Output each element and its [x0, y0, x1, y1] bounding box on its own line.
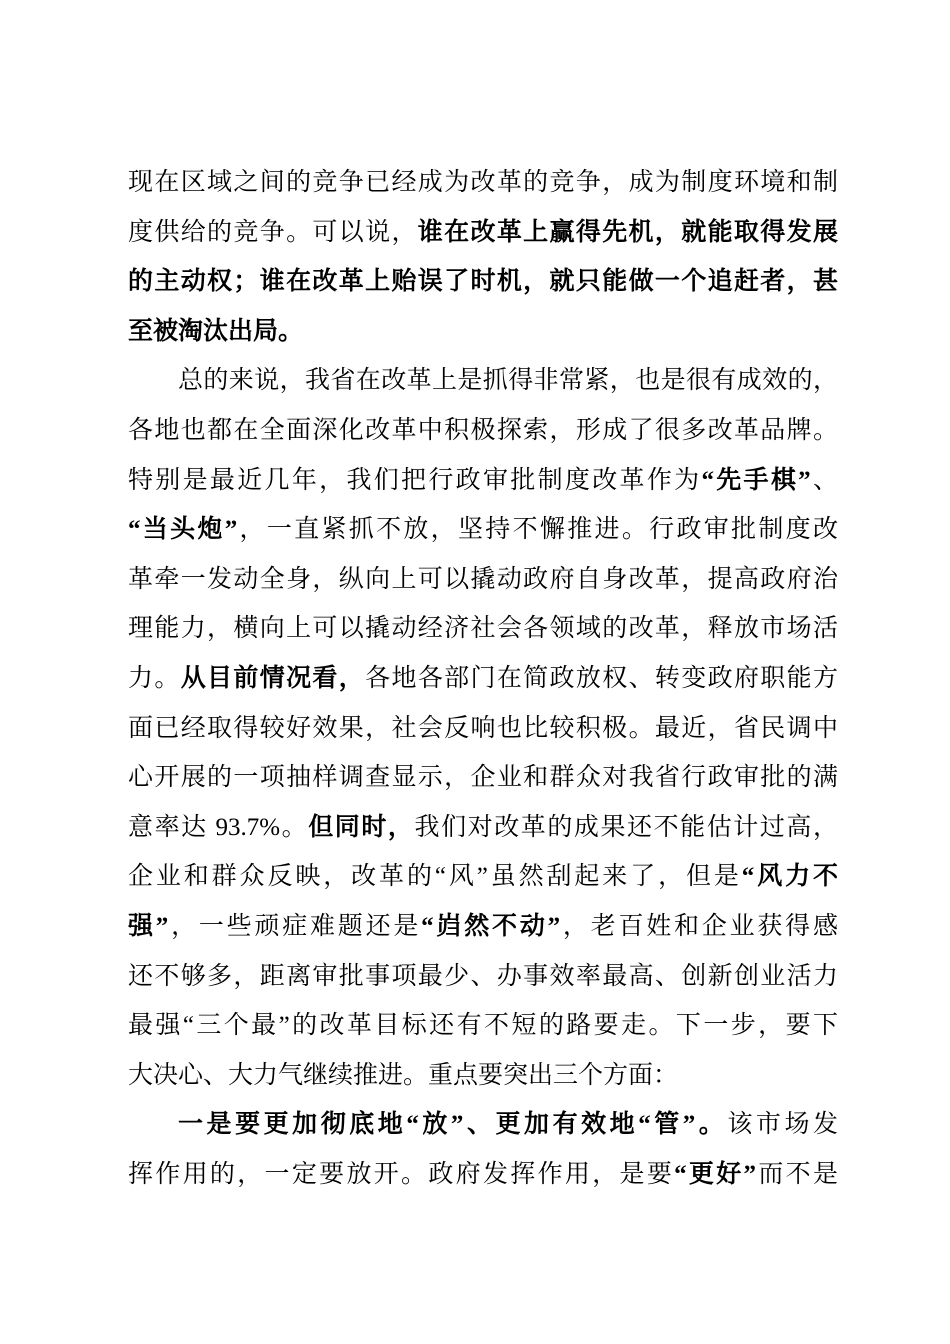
- text-segment: 各地各部门在简政放权、转变政府职能方: [365, 664, 838, 692]
- text-line: [128, 1001, 838, 1051]
- text-line: [128, 852, 838, 902]
- text-line: [128, 753, 838, 803]
- text-segment: 该市场发: [727, 1111, 838, 1139]
- text-line: [128, 208, 838, 258]
- text-segment: 度供给的竞争。可以说，: [128, 218, 418, 246]
- text-segment-bold: “当头炮”: [128, 516, 238, 544]
- text-segment: 革牵一发动全身，纵向上可以撬动政府自身改革，提高政府治: [128, 565, 838, 593]
- text-block: [128, 158, 838, 1199]
- text-line: [128, 1100, 838, 1150]
- text-segment: 现在区域之间的竞争已经成为改革的竞争，成为制度环境和制: [128, 169, 838, 196]
- text-segment: 心开展的一项抽样调查显示，企业和群众对我省行政审批的满: [128, 764, 838, 792]
- text-segment-bold: 从目前情况看，: [180, 664, 366, 692]
- text-segment: 特别是最近几年，我们把行政审批制度改革作为: [128, 466, 702, 494]
- text-segment: 面已经取得较好效果，社会反响也比较积极。最近，省民调中: [128, 714, 838, 742]
- text-segment-bold: 谁在改革上赢得先机，就能取得发展: [417, 218, 838, 246]
- text-segment: 挥作用的，一定要放开。政府发挥作用，是要: [128, 1160, 675, 1188]
- text-segment: 总的来说，我省在改革上是抓得非常紧，也是很有成效的，: [178, 367, 838, 395]
- text-segment: 企业和群众反映，改革的“风”虽然刮起来了，但是: [128, 863, 742, 891]
- text-segment: 而不是: [756, 1160, 838, 1188]
- text-segment-bold: 至被淘汰出局。: [128, 317, 304, 345]
- text-line: [128, 406, 838, 456]
- text-line: [128, 902, 838, 952]
- text-line: [128, 1051, 838, 1101]
- text-line: [128, 158, 838, 208]
- text-segment: 各地也都在全面深化改革中积极探索，形成了很多改革品牌。: [128, 416, 838, 444]
- text-line: [128, 803, 838, 853]
- text-line: [128, 307, 838, 357]
- text-line: [128, 654, 838, 704]
- text-segment-bold: 强”: [128, 912, 169, 940]
- text-segment: 、: [810, 466, 838, 494]
- text-line: [128, 356, 838, 406]
- text-line: [128, 952, 838, 1002]
- text-line: [128, 257, 838, 307]
- text-line: [128, 555, 838, 605]
- text-segment-bold: 的主动权；谁在改革上贻误了时机，就只能做一个追赶者，甚: [128, 268, 838, 296]
- text-segment: 最强“三个最”的改革目标还有不短的路要走。下一步，要下: [128, 1012, 838, 1040]
- text-segment: 理能力，横向上可以撬动经济社会各领域的改革，释放市场活: [128, 615, 838, 643]
- text-line: [128, 704, 838, 754]
- text-line: [128, 604, 838, 654]
- text-line: [128, 1150, 838, 1200]
- text-segment: ，一直紧抓不放，坚持不懈推进。行政审批制度改: [237, 516, 838, 544]
- text-segment-bold: “更好”: [674, 1160, 757, 1188]
- text-segment: 意率达 93.7%。: [128, 813, 309, 841]
- text-segment: ，一些顽症难题还是: [168, 912, 422, 940]
- text-segment: 我们对改革的成果还不能估计过高，: [414, 813, 838, 841]
- text-line: [128, 505, 838, 555]
- text-segment-bold: 但同时，: [308, 813, 415, 841]
- text-segment: ，老百姓和企业获得感: [560, 912, 838, 940]
- text-segment-bold: 一是要更加彻底地“放”、更加有效地“管”。: [178, 1111, 728, 1139]
- text-segment: 力。: [128, 664, 181, 692]
- text-segment: 大决心、大力气继续推进。重点要突出三个方面：: [128, 1061, 679, 1089]
- text-segment-bold: “岿然不动”: [421, 912, 561, 940]
- text-segment-bold: “先手棋”: [701, 466, 811, 494]
- text-line: [128, 456, 838, 506]
- text-segment: 还不够多，距离审批事项最少、办事效率最高、创新创业活力: [128, 962, 838, 990]
- text-segment-bold: “风力不: [741, 863, 838, 891]
